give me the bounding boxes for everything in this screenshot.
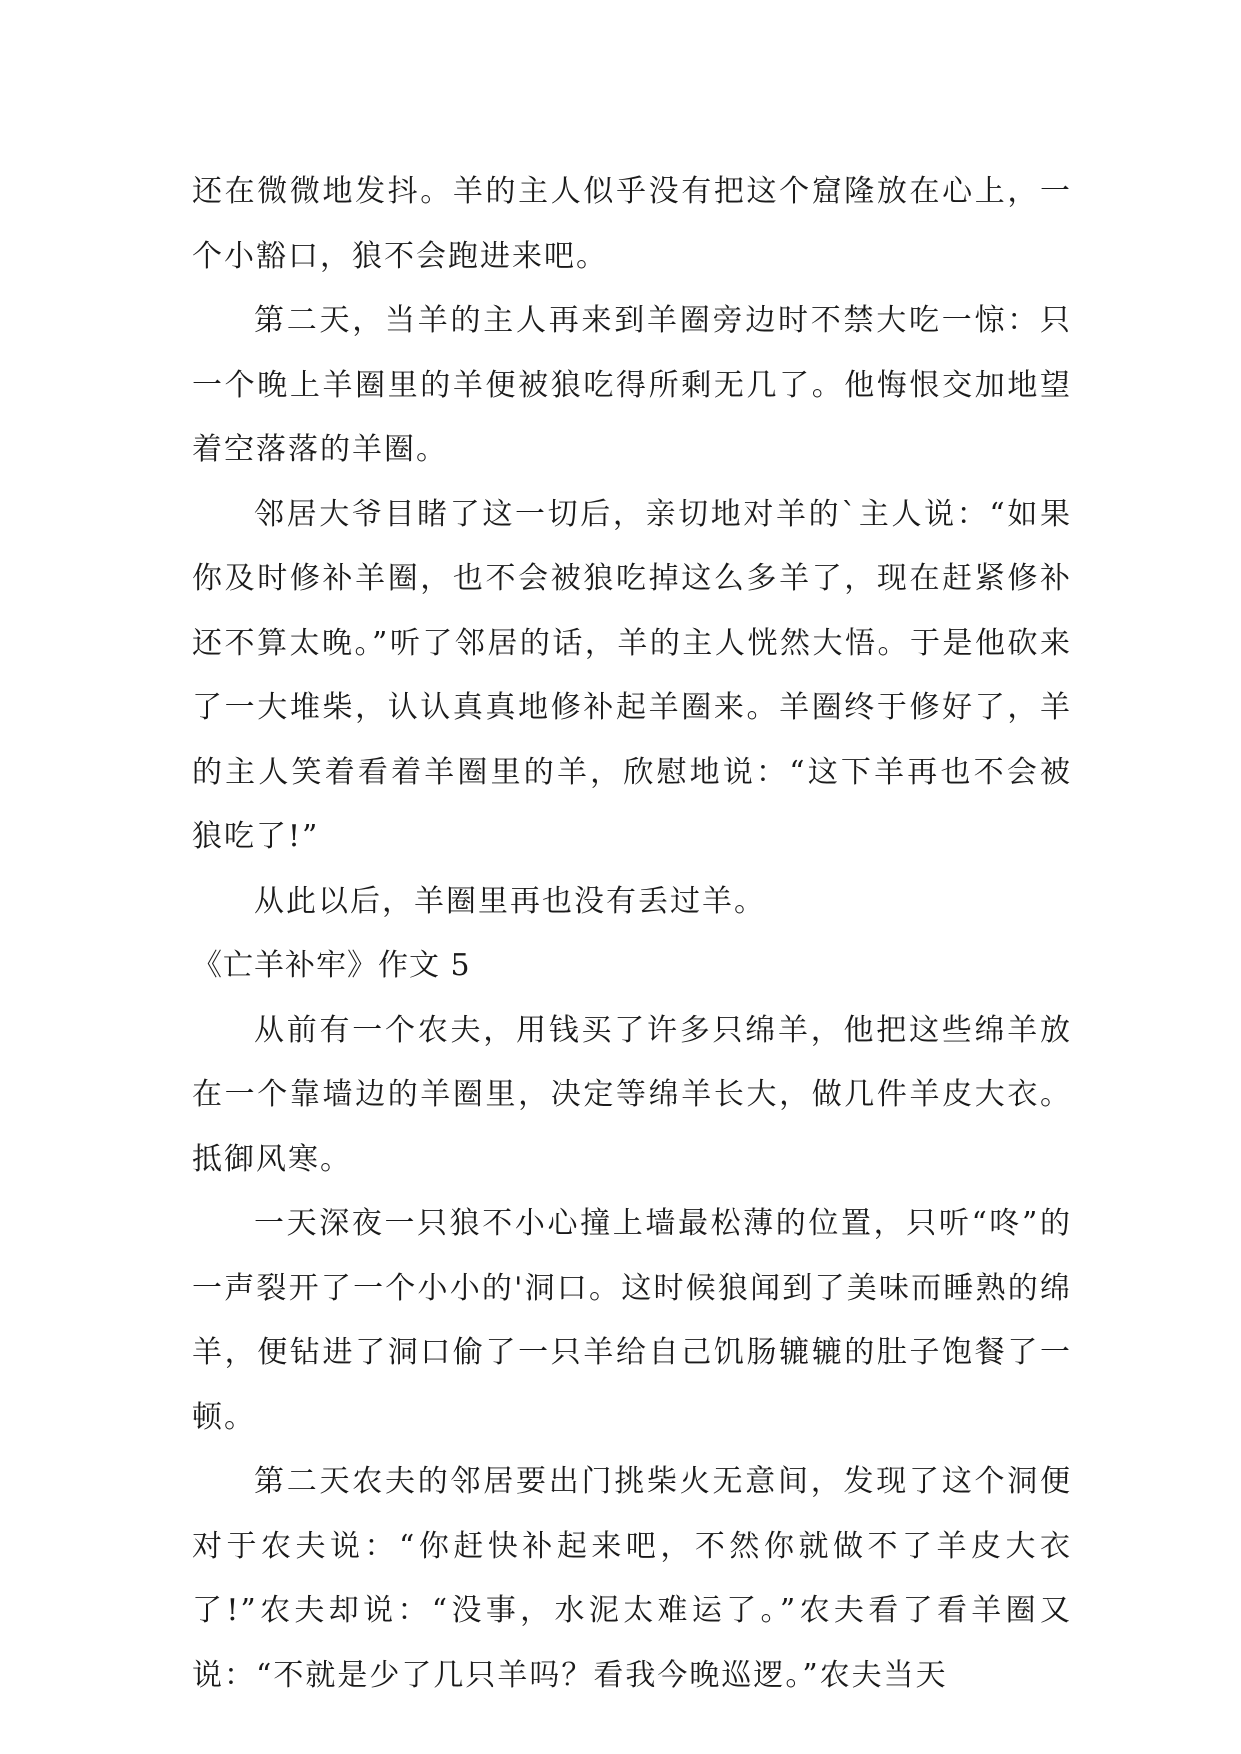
paragraph: 第二天，当羊的主人再来到羊圈旁边时不禁大吃一惊：只一个晚上羊圈里的羊便被狼吃得所剩无几了。他悔恨交加地望着空落落的羊圈。 [192,303,1072,467]
paragraph: 第二天农夫的邻居要出门挑柴火无意间，发现了这个洞便对于农夫说：“你赶快补起来吧，不然你就做不了羊皮大衣了!”农夫却说：“没事，水泥太难运了。”农夫看了看羊圈又说：“不就是少了几只羊吗？看我今晚巡逻。”农夫当天 [192,1464,1072,1693]
paragraph: 从此以后，羊圈里再也没有丢过羊。 [254,883,766,919]
paragraph-continued: 还在微微地发抖。羊的主人似乎没有把这个窟隆放在心上，一个小豁口，狼不会跑进来吧。 [192,174,1072,274]
document-page [192,160,1072,1708]
section-heading: 《亡羊补牢》作文 5 [192,948,471,983]
paragraph: 从前有一个农夫，用钱买了许多只绵羊，他把这些绵羊放在一个靠墙边的羊圈里，决定等绵羊长大，做几件羊皮大衣。抵御风寒。 [192,1012,1072,1177]
paragraph: 邻居大爷目睹了这一切后，亲切地对羊的`主人说：“如果你及时修补羊圈，也不会被狼吃掉这么多羊了，现在赶紧修补还不算太晚。”听了邻居的话，羊的主人恍然大悟。于是他砍来了一大堆柴，认认真真地修补起羊圈来。羊圈终于修好了，羊的主人笑着看着羊圈里的羊，欣慰地说：“这下羊再也不会被狼吃了!” [192,496,1072,854]
paragraph: 一天深夜一只狼不小心撞上墙最松薄的位置，只听“咚”的一声裂开了一个小小的'洞口。这时候狼闻到了美味而睡熟的绵羊，便钻进了洞口偷了一只羊给自己饥肠辘辘的肚子饱餐了一顿。 [192,1206,1072,1435]
